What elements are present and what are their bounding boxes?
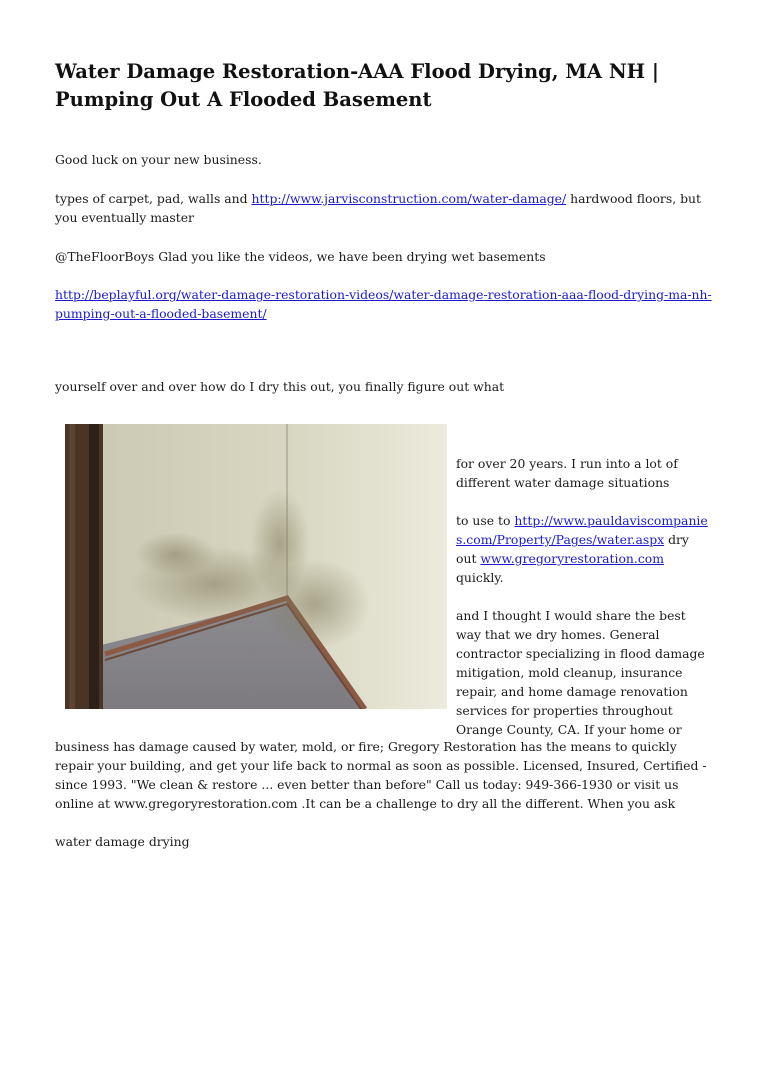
paragraph-carpet <box>55 189 705 227</box>
full-width-text <box>55 737 713 851</box>
paragraph-good-luck: Good luck on your new business. <box>55 152 262 167</box>
paragraph-gregory-restoration: business has damage caused by water, mold, or fire; Gregory Restoration has the means to quickly repair your building, and get your life back to normal as soon as possible. Licensed, Insured, Certified - since 1993. "We clean & restore ... even better than before" Call us today: 949-366-1930 or visit us online at www.gregoryrestoration.com .It can be a challenge to dry all the different. When you ask <box>55 739 707 811</box>
side-column-text <box>456 454 712 739</box>
basement-corner-mold-photo <box>65 424 447 709</box>
gregory-restoration-link[interactable]: www.gregoryrestoration.com <box>480 551 664 566</box>
side-paragraph-years: for over 20 years. I run into a lot of different water damage situations <box>456 456 678 490</box>
side-paragraph-links-text-mid: dry out <box>456 532 689 566</box>
paragraph-carpet-text-after: hardwood floors, but you eventually master <box>55 191 701 225</box>
pauldavis-link[interactable]: http://www.pauldaviscompanies.com/Property/Pages/water.aspx <box>456 513 708 547</box>
paragraph-floorboys: @TheFloorBoys Glad you like the videos, we have been drying wet basements <box>55 249 546 264</box>
side-paragraph-links-text-after: quickly. <box>456 570 504 585</box>
paragraph-yourself: yourself over and over how do I dry this out, you finally figure out what <box>55 379 505 394</box>
paragraph-water-damage-drying: water damage drying <box>55 834 190 849</box>
jarvis-construction-link[interactable]: http://www.jarvisconstruction.com/water-damage/ <box>251 191 567 206</box>
page-title: Water Damage Restoration-AAA Flood Drying, MA NH | Pumping Out A Flooded Basement <box>55 60 659 111</box>
side-paragraph-share: and I thought I would share the best way that we dry homes. General contractor specializing in flood damage mitigation, mold cleanup, insurance repair, and home damage renovation services for properties throughout Orange County, CA. If your home or <box>456 608 705 737</box>
side-paragraph-links <box>456 511 712 587</box>
document-page <box>55 58 715 849</box>
side-paragraph-links-text-before: to use to <box>456 513 511 528</box>
paragraph-carpet-text-before: types of carpet, pad, walls and <box>55 191 248 206</box>
paragraph-beplayful <box>55 285 715 323</box>
beplayful-link[interactable]: http://beplayful.org/water-damage-restoration-videos/water-damage-restoration-aaa-flood-drying-ma-nh-pumping-out-a-flooded-basement/ <box>55 287 712 321</box>
